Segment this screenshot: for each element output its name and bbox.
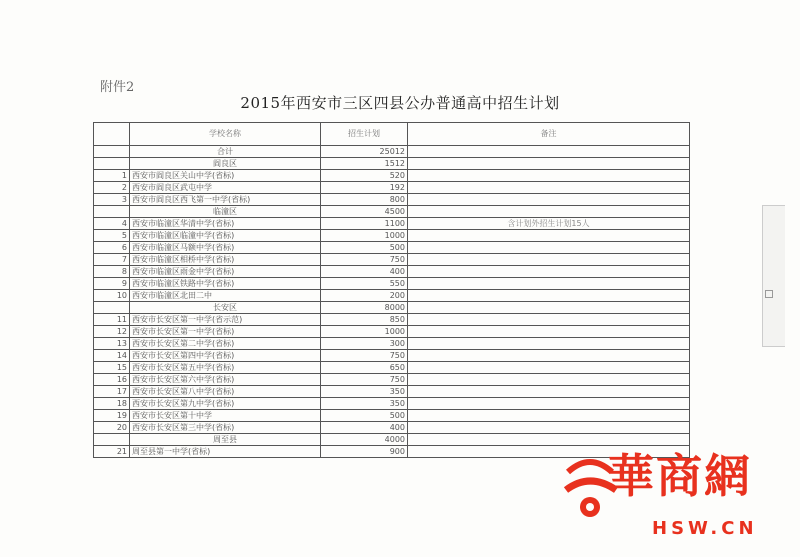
plan-count-cell: 1512 (321, 158, 408, 170)
remarks-cell (408, 206, 690, 218)
school-name-cell: 西安市长安区第三中学(省标) (130, 422, 321, 434)
school-name-cell: 长安区 (130, 302, 321, 314)
table-row (94, 374, 690, 386)
plan-count-cell: 192 (321, 182, 408, 194)
school-name-cell: 西安市长安区第十中学 (130, 410, 321, 422)
school-name-cell: 西安市长安区第二中学(省标) (130, 338, 321, 350)
remarks-cell (408, 350, 690, 362)
plan-count-cell: 850 (321, 314, 408, 326)
table-body (94, 146, 690, 458)
remarks-cell (408, 158, 690, 170)
table-row (94, 386, 690, 398)
remarks-cell (408, 398, 690, 410)
plan-count-cell: 350 (321, 386, 408, 398)
row-number: 15 (94, 362, 130, 374)
plan-count-cell: 1000 (321, 230, 408, 242)
table-row (94, 314, 690, 326)
row-number (94, 146, 130, 158)
row-number: 16 (94, 374, 130, 386)
enrollment-plan-table (93, 122, 690, 458)
school-name-cell: 周至县第一中学(省标) (130, 446, 321, 458)
header-number-cell (94, 123, 130, 146)
row-number: 8 (94, 266, 130, 278)
school-name-cell: 阎良区 (130, 158, 321, 170)
school-name-cell: 西安市长安区第四中学(省标) (130, 350, 321, 362)
school-name-cell: 西安市长安区第九中学(省标) (130, 398, 321, 410)
remarks-cell: 含计划外招生计划15人 (408, 218, 690, 230)
header-school-name: 学校名称 (130, 123, 321, 146)
table-row (94, 218, 690, 230)
plan-count-cell: 25012 (321, 146, 408, 158)
remarks-cell (408, 266, 690, 278)
school-name-cell: 西安市长安区第八中学(省标) (130, 386, 321, 398)
district-row (94, 206, 690, 218)
school-name-cell: 西安市长安区第五中学(省标) (130, 362, 321, 374)
remarks-cell (408, 362, 690, 374)
school-name-cell: 西安市临潼区铁路中学(省标) (130, 278, 321, 290)
row-number (94, 434, 130, 446)
school-name-cell: 西安市临潼区雨金中学(省标) (130, 266, 321, 278)
remarks-cell (408, 146, 690, 158)
remarks-cell (408, 290, 690, 302)
plan-count-cell: 750 (321, 350, 408, 362)
school-name-cell: 西安市阎良区关山中学(省标) (130, 170, 321, 182)
row-number: 5 (94, 230, 130, 242)
table-row (94, 266, 690, 278)
row-number (94, 302, 130, 314)
header-remarks: 备注 (408, 123, 690, 146)
remarks-cell (408, 314, 690, 326)
row-number (94, 206, 130, 218)
plan-count-cell: 500 (321, 410, 408, 422)
school-name-cell: 西安市临潼区相桥中学(省标) (130, 254, 321, 266)
table-row (94, 410, 690, 422)
school-name-cell: 合计 (130, 146, 321, 158)
table-row (94, 422, 690, 434)
row-number: 4 (94, 218, 130, 230)
row-number: 11 (94, 314, 130, 326)
school-name-cell: 周至县 (130, 434, 321, 446)
district-row (94, 302, 690, 314)
remarks-cell (408, 230, 690, 242)
row-number: 6 (94, 242, 130, 254)
school-name-cell: 西安市长安区第一中学(省标) (130, 326, 321, 338)
table-row (94, 350, 690, 362)
school-name-cell: 临潼区 (130, 206, 321, 218)
school-name-cell: 西安市长安区第六中学(省标) (130, 374, 321, 386)
plan-count-cell: 900 (321, 446, 408, 458)
row-number: 7 (94, 254, 130, 266)
plan-count-cell: 4500 (321, 206, 408, 218)
remarks-cell (408, 242, 690, 254)
plan-count-cell: 400 (321, 266, 408, 278)
plan-count-cell: 650 (321, 362, 408, 374)
row-number: 13 (94, 338, 130, 350)
plan-count-cell: 8000 (321, 302, 408, 314)
row-number: 1 (94, 170, 130, 182)
scanner-side-mark (765, 290, 773, 298)
remarks-cell (408, 410, 690, 422)
school-name-cell: 西安市阎良区武屯中学 (130, 182, 321, 194)
plan-count-cell: 550 (321, 278, 408, 290)
plan-count-cell: 200 (321, 290, 408, 302)
scanner-side-tab (762, 205, 785, 347)
table-row (94, 338, 690, 350)
remarks-cell (408, 302, 690, 314)
row-number: 14 (94, 350, 130, 362)
table-row (94, 194, 690, 206)
row-number: 12 (94, 326, 130, 338)
school-name-cell: 西安市临潼区华清中学(省标) (130, 218, 321, 230)
remarks-cell (408, 374, 690, 386)
remarks-cell (408, 254, 690, 266)
table-row (94, 398, 690, 410)
table-row (94, 290, 690, 302)
plan-count-cell: 800 (321, 194, 408, 206)
district-row (94, 158, 690, 170)
school-name-cell: 西安市临潼区北田二中 (130, 290, 321, 302)
row-number: 19 (94, 410, 130, 422)
plan-count-cell: 4000 (321, 434, 408, 446)
attachment-label: 附件2 (100, 80, 135, 95)
remarks-cell (408, 338, 690, 350)
plan-count-cell: 520 (321, 170, 408, 182)
table-row (94, 182, 690, 194)
row-number: 2 (94, 182, 130, 194)
remarks-cell (408, 326, 690, 338)
table-row (94, 230, 690, 242)
remarks-cell (408, 170, 690, 182)
plan-count-cell: 750 (321, 374, 408, 386)
table-row (94, 242, 690, 254)
school-name-cell: 西安市临潼区临潼中学(省标) (130, 230, 321, 242)
remarks-cell (408, 194, 690, 206)
plan-count-cell: 400 (321, 422, 408, 434)
row-number (94, 158, 130, 170)
watermark-logo (560, 440, 790, 550)
table-row (94, 254, 690, 266)
school-name-cell: 西安市阎良区西飞第一中学(省标) (130, 194, 321, 206)
table-row (94, 170, 690, 182)
plan-count-cell: 1100 (321, 218, 408, 230)
table-row (94, 278, 690, 290)
row-number: 18 (94, 398, 130, 410)
row-number: 21 (94, 446, 130, 458)
remarks-cell (408, 278, 690, 290)
plan-count-cell: 1000 (321, 326, 408, 338)
remarks-cell (408, 422, 690, 434)
table-row (94, 326, 690, 338)
row-number: 3 (94, 194, 130, 206)
remarks-cell (408, 182, 690, 194)
plan-count-cell: 750 (321, 254, 408, 266)
table-row (94, 362, 690, 374)
plan-count-cell: 300 (321, 338, 408, 350)
row-number: 20 (94, 422, 130, 434)
total-row (94, 146, 690, 158)
remarks-cell (408, 386, 690, 398)
document-title: 2015年西安市三区四县公办普通高中招生计划 (240, 94, 560, 112)
watermark-brand-text: 華商網 (608, 449, 752, 503)
watermark-url-text: HSW.CN (652, 518, 758, 539)
table-header-row (94, 123, 690, 146)
header-enrollment-plan: 招生计划 (321, 123, 408, 146)
school-name-cell: 西安市长安区第一中学(省示范) (130, 314, 321, 326)
plan-count-cell: 350 (321, 398, 408, 410)
row-number: 17 (94, 386, 130, 398)
row-number: 10 (94, 290, 130, 302)
school-name-cell: 西安市临潼区马额中学(省标) (130, 242, 321, 254)
row-number: 9 (94, 278, 130, 290)
plan-count-cell: 500 (321, 242, 408, 254)
